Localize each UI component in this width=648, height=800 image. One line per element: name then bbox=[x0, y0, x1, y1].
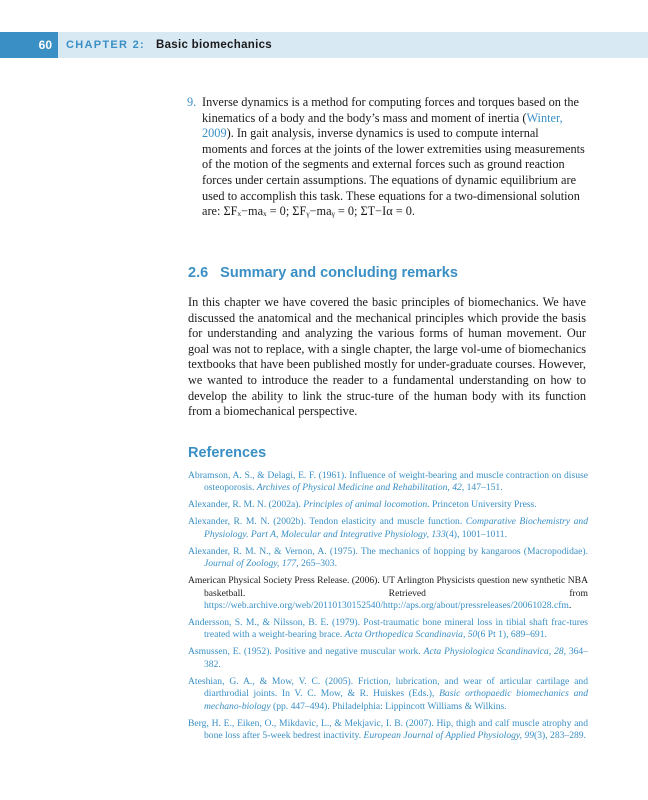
reference-item: Andersson, S. M., & Nilsson, B. E. (1979). Post-traumatic bone mineral loss in tibial shaft frac-tures treated with a weight-bearing brace. Acta Orthopedica Scandinavia, 50(6 Pt 1), 689–691. bbox=[188, 617, 588, 641]
endnote-9 bbox=[187, 95, 585, 220]
page-number: 60 bbox=[0, 32, 58, 58]
reference-item: Berg, H. E., Eiken, O., Mikdavic, L., & Mekjavic, I. B. (2007). Hip, thigh and calf muscle atrophy and bone loss after 5-week bedrest inactivity. European Journal of Applied Physiology, 99(3), 283–289. bbox=[188, 717, 588, 742]
reference-url-link[interactable]: https://web.archive.org/web/20110130152540/http://aps.org/about/pressreleases/20061028.cfm bbox=[204, 600, 569, 612]
references-list bbox=[188, 470, 588, 747]
reference-item: Alexander, R. M. N. (2002a). Principles of animal locomotion. Princeton University Press. bbox=[188, 499, 537, 511]
section-title: Summary and concluding remarks bbox=[220, 265, 458, 281]
section-paragraph: In this chapter we have covered the basic principles of biomechanics. We have discussed the anatomical and the mechanical principles which provide the basis for understanding and analyzing the various forms of human movement. Our goal was not to replace, with a single chapter, the large vol-ume of biomechanics textbooks that have been published mostly for under-graduate courses. However, we wanted to introduce the reader to a fundamental understanding on how to develop the ability to link the struc-ture of the human body with its function from a biomechanical perspective. bbox=[188, 295, 586, 419]
references-heading: References bbox=[188, 445, 267, 461]
running-header bbox=[0, 32, 648, 58]
section-heading bbox=[188, 265, 458, 281]
reference-item: Alexander, R. M. N. (2002b). Tendon elasticity and muscle function. Comparative Biochemistry and Physiology. Part A, Molecular and Integrative Physiology, 133(4), 1001–1011. bbox=[188, 516, 588, 540]
reference-item: Abramson, A. S., & Delagi, E. F. (1961). Influence of weight-bearing and muscle contraction on disuse osteoporosis. Archives of Physical Medicine and Rehabilitation, 42, 147–151. bbox=[188, 470, 588, 494]
reference-item: Ateshian, G. A., & Mow, V. C. (2005). Friction, lubrication, and wear of articular cartilage and diarthrodial joints. In V. C. Mow, & R. Huiskes (Eds.), Basic orthopaedic biomechanics and mechano-biology (pp. 447–494). Philadelphia: Lippincott Williams & Wilkins. bbox=[188, 675, 589, 712]
endnote-number: 9. bbox=[187, 95, 197, 109]
endnote-text-before: Inverse dynamics is a method for computing forces and torques based on the kinematics of a body and the body’s mass and moment of inertia ( bbox=[202, 95, 580, 125]
chapter-label: CHAPTER 2: bbox=[66, 39, 146, 51]
reference-item: American Physical Society Press Release. (2006). UT Arlington Physicists question new synthetic NBA basketball. Retrieved from https://web.archive.org/web/20110130152540/http://aps.org/about/pressreleases/20061028.cfm. bbox=[188, 575, 588, 612]
endnote-citation-link[interactable]: Winter, 2009 bbox=[202, 110, 563, 141]
chapter-title: Basic biomechanics bbox=[156, 39, 272, 51]
endnote-text-after: ). In gait analysis, inverse dynamics is used to compute internal moments and forces at the joints of the lower extremities using measurements of the motion of the segments and external forces such as ground reaction forces under certain assumptions. The equations of dynamic equilibrium are used to accomplish this task. These equations for a two-dimensional solution are: ΣFₓ−maₓ = 0; ΣFᵧ−maᵧ = 0; ΣT−Iα = 0. bbox=[202, 126, 585, 219]
section-number: 2.6 bbox=[188, 265, 209, 281]
reference-item: Asmussen, E. (1952). Positive and negative muscular work. Acta Physiologica Scandinavica, 28, 364–382. bbox=[188, 646, 589, 670]
reference-item: Alexander, R. M. N., & Vernon, A. (1975). The mechanics of hopping by kangaroos (Macropodidae). Journal of Zoology, 177, 265–303. bbox=[188, 545, 588, 570]
